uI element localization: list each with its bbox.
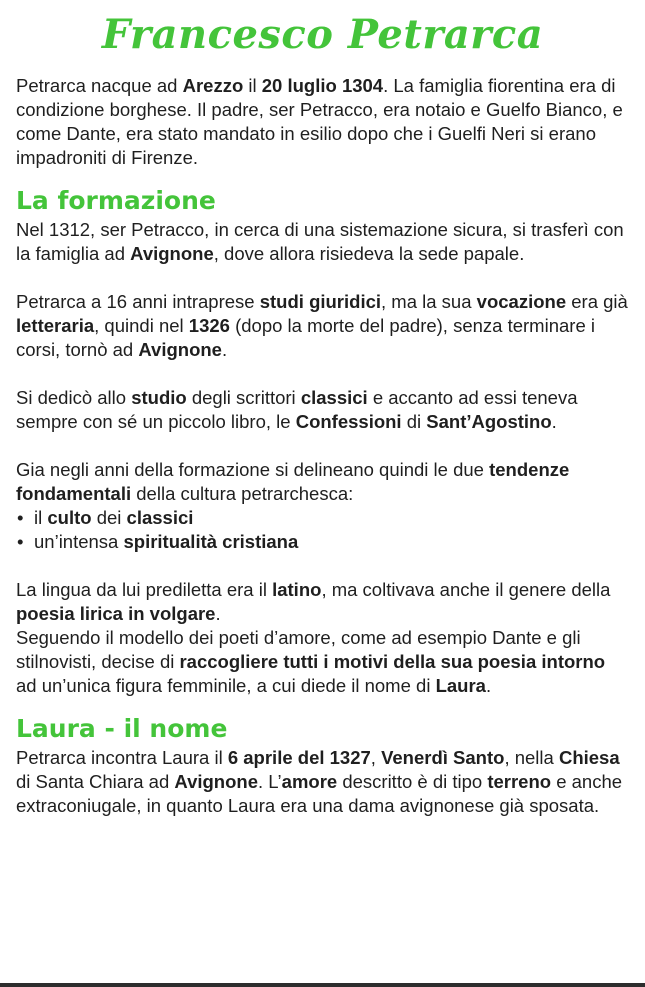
section-heading-formazione: La formazione: [16, 186, 216, 215]
bold-text: classici: [300, 387, 368, 408]
bold-text: 6 aprile del 1327: [227, 747, 371, 768]
paragraph-classici: Si dedicò allo studio degli scrittori classici e accanto ad essi teneva sempre con sé un piccolo libro, le Confessioni di Sant’Agostino.: [16, 387, 578, 432]
bold-text: 1326: [188, 315, 230, 336]
bold-text: tendenze fondamentali: [16, 459, 570, 504]
bold-text: poesia lirica in volgare: [16, 603, 216, 624]
bold-text: letteraria: [16, 315, 95, 336]
bold-text: Chiesa: [558, 747, 620, 768]
bold-text: latino: [272, 579, 322, 600]
paragraph-studi: Petrarca a 16 anni intraprese studi giuridici, ma la sua vocazione era già letteraria, quindi nel 1326 (dopo la morte del padre), senza terminare i corsi, tornò ad Avignone.: [16, 291, 628, 360]
bold-text: amore: [281, 771, 338, 792]
list-item: • un’intensa spiritualità cristiana: [16, 530, 629, 554]
bold-text: culto: [47, 507, 92, 528]
bottom-divider: [0, 983, 645, 987]
bold-text: Avignone: [138, 339, 222, 360]
paragraph-laura: Petrarca incontra Laura il 6 aprile del 1327, Venerdì Santo, nella Chiesa di Santa Chiara ad Avignone. L’amore descritto è di tipo terreno e anche extraconiugale, in quanto Laura era una dama avignonese già sposata.: [16, 747, 623, 816]
bold-text: Sant’Agostino: [426, 411, 552, 432]
section-heading-laura: Laura - il nome: [16, 714, 228, 743]
bold-text: Confessioni: [295, 411, 402, 432]
bold-text: terreno: [487, 771, 552, 792]
bold-text: vocazione: [476, 291, 567, 312]
bold-text: spiritualità cristiana: [123, 531, 299, 552]
bold-text: raccogliere tutti i motivi della sua poesia intorno: [179, 651, 606, 672]
bold-text: 20 luglio 1304: [261, 75, 384, 96]
bold-text: studio: [131, 387, 187, 408]
bold-text: Avignone: [174, 771, 258, 792]
bold-text: studi giuridici: [259, 291, 382, 312]
page-title: Francesco Petrarca: [101, 11, 544, 58]
paragraph-lingua: La lingua da lui prediletta era il latino, ma coltivava anche il genere della poesia lirica in volgare. Seguendo il modello dei poeti d’amore, come ad esempio Dante e gli stilnovisti, decise di raccogliere tutti i motivi della sua poesia intorno ad un’unica figura femminile, a cui diede il nome di Laura.: [16, 579, 611, 696]
bold-text: Avignone: [130, 243, 214, 264]
bold-text: Laura: [435, 675, 486, 696]
bold-text: classici: [126, 507, 194, 528]
list-item: • il culto dei classici: [16, 506, 629, 530]
paragraph-trasferimento: Nel 1312, ser Petracco, in cerca di una sistemazione sicura, si trasferì con la famiglia ad Avignone, dove allora risiedeva la sede papale.: [16, 219, 624, 264]
bold-text: Venerdì Santo: [381, 747, 505, 768]
bold-text: Arezzo: [182, 75, 244, 96]
intro-paragraph: Petrarca nacque ad Arezzo il 20 luglio 1304. La famiglia fiorentina era di condizione borghese. Il padre, ser Petracco, era notaio e Guelfo Bianco, e come Dante, era stato mandato in esilio dopo che i Guelfi Neri si erano impadroniti di Firenze.: [16, 75, 623, 168]
paragraph-tendenze: Gia negli anni della formazione si delineano quindi le due tendenze fondamentali della cultura petrarchesca:: [16, 459, 570, 504]
tendenze-list: [16, 506, 629, 554]
